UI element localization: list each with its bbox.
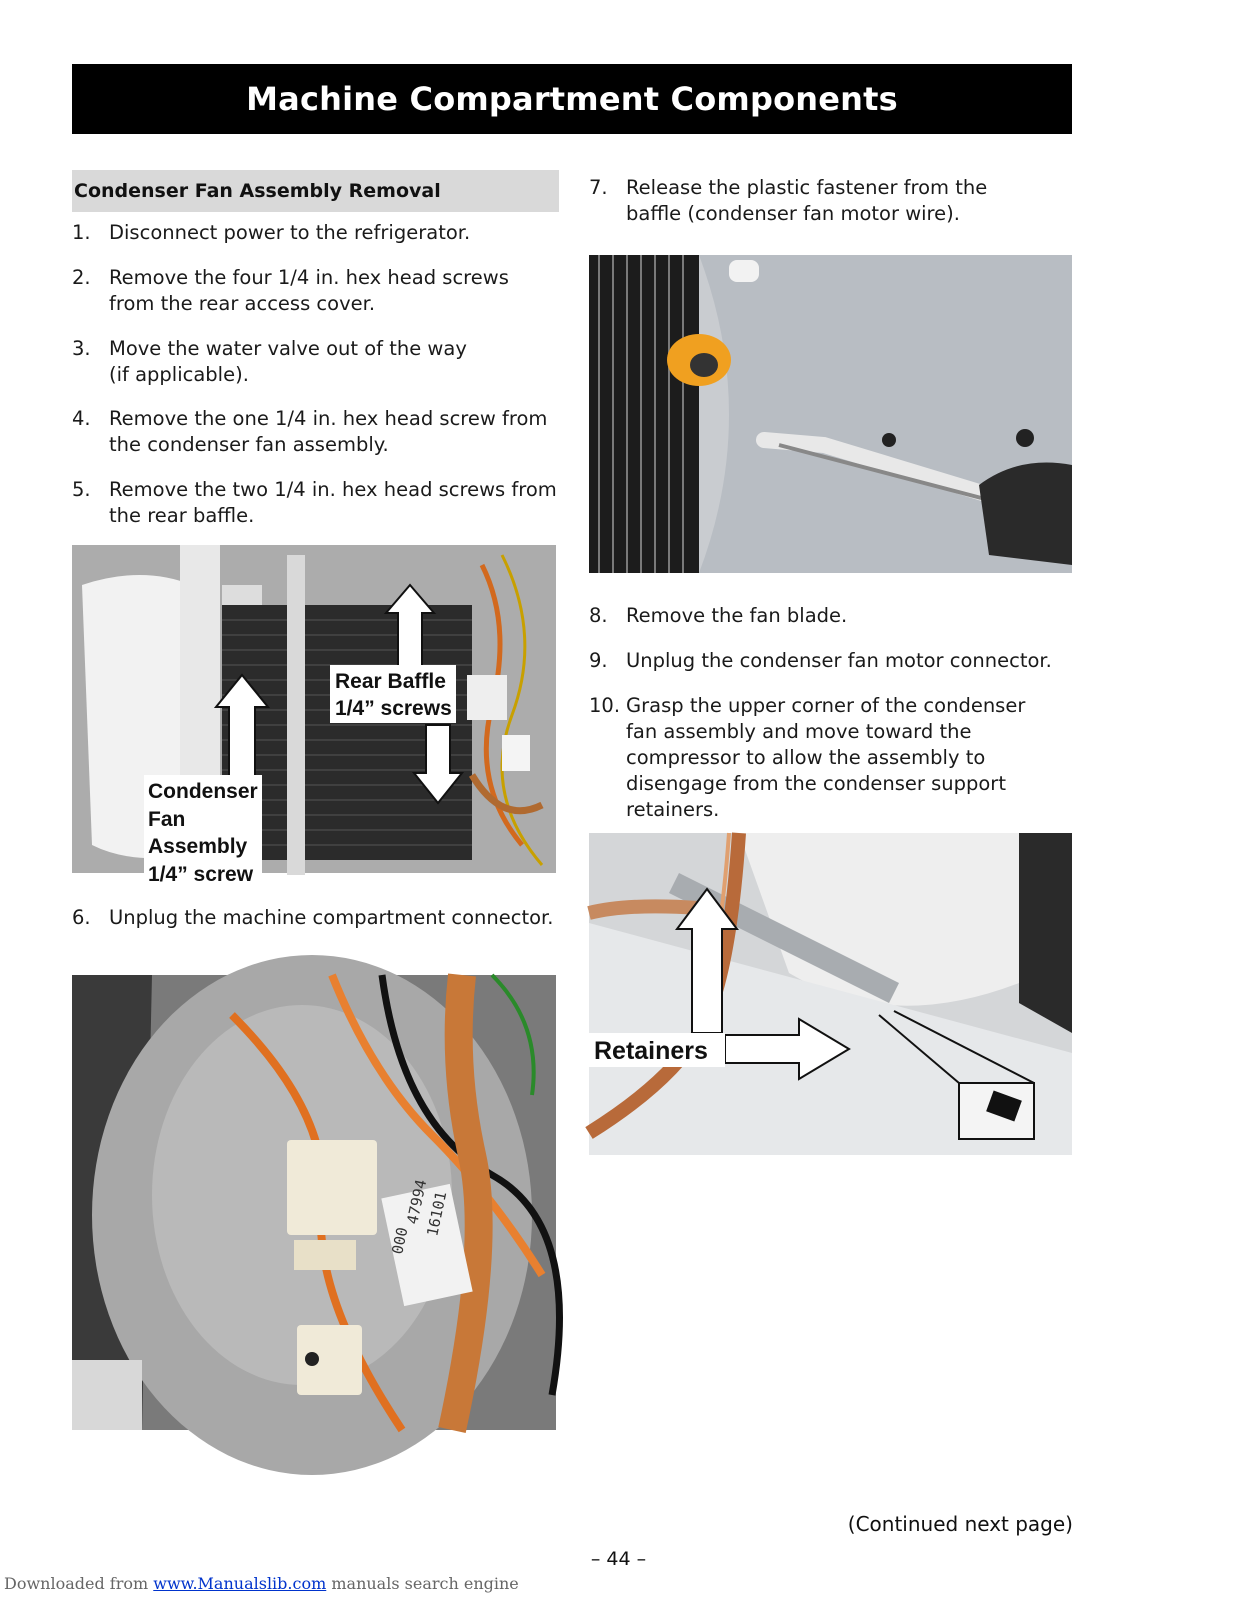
step-number: 7. bbox=[589, 176, 608, 199]
manualslib-link[interactable]: www.Manualslib.com bbox=[153, 1574, 327, 1593]
step-number: 6. bbox=[72, 906, 91, 929]
page-title: Machine Compartment Components bbox=[72, 64, 1072, 134]
photo-machine-compartment-connector bbox=[72, 975, 556, 1430]
photo-2-illustration bbox=[72, 975, 556, 1430]
callout-rear-baffle-line-1: Rear Baffle bbox=[335, 670, 446, 693]
step-text: Unplug the condenser fan motor connector. bbox=[626, 649, 1052, 672]
footer-prefix: Downloaded from bbox=[4, 1574, 149, 1593]
step-number: 2. bbox=[72, 266, 91, 289]
step-number: 5. bbox=[72, 478, 91, 501]
step-number: 3. bbox=[72, 337, 91, 360]
step-number: 1. bbox=[72, 221, 91, 244]
step-number: 4. bbox=[72, 407, 91, 430]
step-text: Move the water valve out of the way (if applicable). bbox=[109, 337, 467, 386]
step-number: 8. bbox=[589, 604, 608, 627]
photo-1-illustration bbox=[72, 545, 556, 886]
step-text: Remove the two 1/4 in. hex head screws from the rear baffle. bbox=[109, 478, 557, 527]
step-text: Disconnect power to the refrigerator. bbox=[109, 221, 471, 244]
photo-3-illustration bbox=[589, 255, 1072, 573]
step-text: Remove the four 1/4 in. hex head screws from the rear access cover. bbox=[109, 266, 509, 315]
step-text: Remove the fan blade. bbox=[626, 604, 848, 627]
part-label-line-1: 47994 bbox=[403, 1177, 431, 1226]
step-text: Release the plastic fastener from the baffle (condenser fan motor wire). bbox=[626, 176, 988, 225]
continued-next-page: (Continued next page) bbox=[847, 1512, 1073, 1536]
callout-fan-assembly-line-3: Assembly bbox=[148, 835, 248, 858]
photo-plastic-fastener bbox=[589, 255, 1072, 573]
photo-4-illustration bbox=[589, 833, 1072, 1155]
footer-suffix: manuals search engine bbox=[331, 1574, 519, 1593]
page-number: – 44 – bbox=[590, 1548, 647, 1570]
part-label-line-2: 16101 bbox=[423, 1189, 451, 1238]
photo-condenser-fan-assembly bbox=[72, 545, 556, 886]
callout-fan-assembly-line-1: Condenser bbox=[148, 780, 258, 803]
part-label-line-3: 000 bbox=[388, 1225, 412, 1256]
download-footer bbox=[4, 1574, 519, 1593]
callout-fan-assembly-line-4: 1/4” screw bbox=[148, 863, 254, 886]
section-heading: Condenser Fan Assembly Removal bbox=[72, 170, 559, 212]
step-text: Unplug the machine compartment connector. bbox=[109, 906, 554, 929]
step-text: Grasp the upper corner of the condenser fan assembly and move toward the compressor to allow the assembly to disengage from the condenser support retainers. bbox=[626, 694, 1026, 821]
callout-fan-assembly-line-2: Fan bbox=[148, 808, 186, 831]
step-number: 10. bbox=[589, 694, 621, 717]
callout-retainers: Retainers bbox=[594, 1037, 708, 1065]
step-text: Remove the one 1/4 in. hex head screw from the condenser fan assembly. bbox=[109, 407, 548, 456]
callout-rear-baffle-line-2: 1/4” screws bbox=[335, 697, 452, 720]
photo-condenser-support-retainers bbox=[589, 833, 1072, 1155]
step-number: 9. bbox=[589, 649, 608, 672]
